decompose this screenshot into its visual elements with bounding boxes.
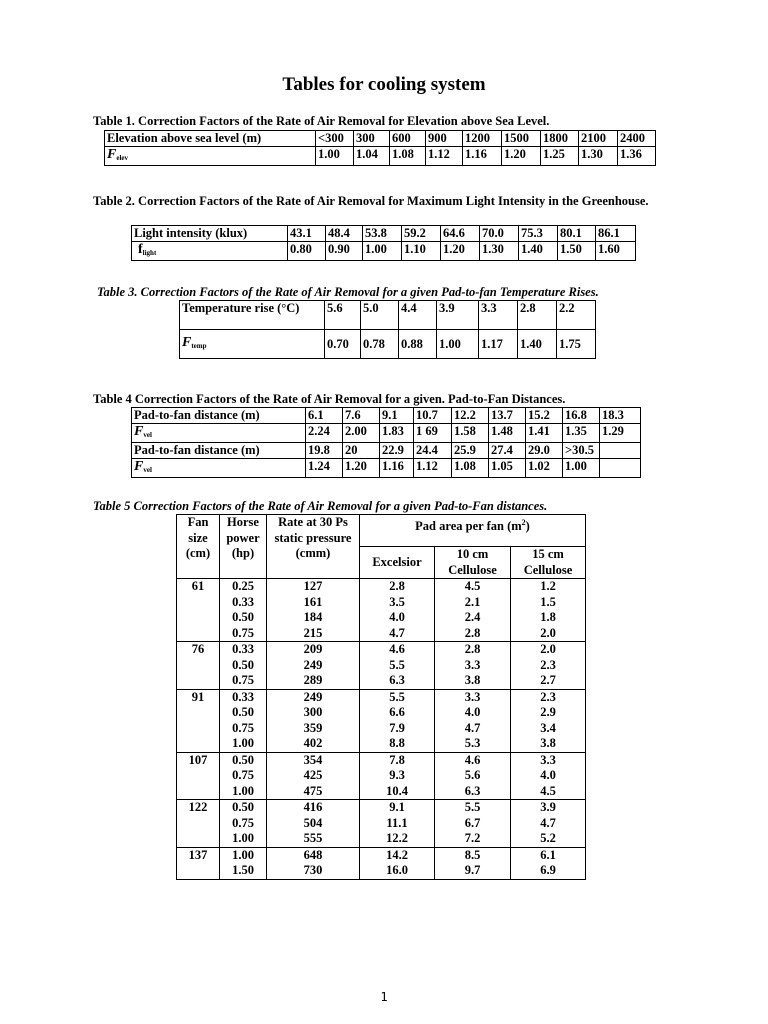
t4-cell [600, 459, 641, 478]
table5-cell: 300 [267, 705, 360, 721]
t4-cell: 1.83 [380, 424, 414, 443]
table-row [177, 847, 586, 863]
table5-cell: 11.1 [360, 816, 435, 832]
table5-cell: 1.5 [511, 595, 586, 611]
table3-caption: Table 3. Correction Factors of the Rate of Air Removal for a given Pad-to-fan Temperature Rises. [97, 285, 599, 299]
t2-cell: 43.1 [288, 226, 326, 242]
table5-cell: 161 [267, 595, 360, 611]
t4-cell: 18.3 [600, 408, 641, 424]
t1-cell: 1.00 [316, 147, 354, 166]
table-row [177, 658, 586, 674]
table-row [177, 642, 586, 658]
table5-cell: 555 [267, 831, 360, 847]
table5-cell: 91 [177, 689, 220, 705]
table5-cell: 6.3 [435, 784, 511, 800]
t2-cell: 75.3 [519, 226, 558, 242]
table5-cell [177, 610, 220, 626]
page-title: Tables for cooling system [282, 74, 486, 95]
t2-cell: 0.90 [326, 242, 363, 261]
t4-cell: 1.24 [306, 459, 343, 478]
table4-row2-label: $F_{vel}$ [132, 424, 306, 443]
table5-cell: 4.0 [360, 610, 435, 626]
table-row [177, 800, 586, 816]
t3-cell: 3.9 [437, 301, 479, 330]
table5-cell: 2.0 [511, 626, 586, 642]
table5-cell: 0.50 [220, 705, 267, 721]
table2-row-label: Light intensity (klux) [132, 226, 288, 242]
t4-cell: 1.02 [526, 459, 563, 478]
table5-header-pad-area: Pad area per fan $(m^2)$ [360, 515, 586, 547]
table5-cell: 2.1 [435, 595, 511, 611]
t3-cell: 1.75 [557, 330, 596, 359]
t2-cell: 70.0 [480, 226, 519, 242]
table5-cell: 6.9 [511, 863, 586, 879]
table5-cell [177, 831, 220, 847]
t4-cell: 20 [343, 443, 380, 459]
t1-cell: 1.20 [502, 147, 541, 166]
table5-cell: 1.00 [220, 784, 267, 800]
t1-cell: 1.30 [579, 147, 618, 166]
t4-cell: 2.24 [306, 424, 343, 443]
table1-row-elevation [105, 131, 656, 147]
table5-cell: 2.0 [511, 642, 586, 658]
table5-cell [177, 784, 220, 800]
table5-cell: 2.3 [511, 689, 586, 705]
t3-cell: 2.8 [518, 301, 557, 330]
t4-cell: 1.29 [600, 424, 641, 443]
t2-cell: 1.60 [596, 242, 636, 261]
table5-cell: 0.50 [220, 610, 267, 626]
table5-cell: 2.7 [511, 673, 586, 689]
t1-cell: 900 [426, 131, 463, 147]
table5-cell: 2.4 [435, 610, 511, 626]
t4-cell: 1.35 [563, 424, 600, 443]
table5-cell: 3.4 [511, 721, 586, 737]
table5-cell: 4.7 [511, 816, 586, 832]
table5-cell: 0.50 [220, 658, 267, 674]
table5-cell: 215 [267, 626, 360, 642]
table5-cell: 8.8 [360, 736, 435, 752]
table-row [177, 626, 586, 642]
table4-distance-factors [131, 407, 641, 478]
t2-cell: 80.1 [558, 226, 596, 242]
table5-cell: 1.8 [511, 610, 586, 626]
table5-cell: 0.50 [220, 800, 267, 816]
t2-cell: 0.80 [288, 242, 326, 261]
t4-cell: 1.58 [452, 424, 489, 443]
t3-cell: 3.3 [479, 301, 518, 330]
t4-cell: 7.6 [343, 408, 380, 424]
table5-cell: 2.8 [435, 642, 511, 658]
table5-cell [177, 863, 220, 879]
table5-cell: 0.75 [220, 721, 267, 737]
table5-cell: 1.00 [220, 736, 267, 752]
table5-cell: 416 [267, 800, 360, 816]
table5-cell: 7.9 [360, 721, 435, 737]
table-row [177, 610, 586, 626]
table5-cell: 9.1 [360, 800, 435, 816]
table1-elevation-factors [104, 130, 656, 166]
t4-cell: 24.4 [414, 443, 452, 459]
table5-cell: 4.5 [511, 784, 586, 800]
table5-header-15cm-cellulose: 15 cm Cellulose [511, 547, 586, 579]
t4-cell: 1.20 [343, 459, 380, 478]
t4-cell: 16.8 [563, 408, 600, 424]
table5-cell: 4.5 [435, 579, 511, 595]
t4-cell: 19.8 [306, 443, 343, 459]
table5-cell: 1.2 [511, 579, 586, 595]
table5-cell: 6.7 [435, 816, 511, 832]
t3-cell: 1.40 [518, 330, 557, 359]
t2-cell: 1.40 [519, 242, 558, 261]
table5-body [177, 579, 586, 880]
t4-cell: 27.4 [489, 443, 526, 459]
t3-cell: 1.17 [479, 330, 518, 359]
t4-cell: 12.2 [452, 408, 489, 424]
t3-cell: 0.70 [325, 330, 361, 359]
table5-cell: 9.7 [435, 863, 511, 879]
table5-cell: 0.75 [220, 816, 267, 832]
table5-cell: 3.8 [511, 736, 586, 752]
table5-cell: 504 [267, 816, 360, 832]
table5-header-row-1 [177, 515, 586, 547]
table5-cell [177, 673, 220, 689]
t3-cell: 2.2 [557, 301, 596, 330]
table5-header-10cm-cellulose: 10 cm Cellulose [435, 547, 511, 579]
table5-cell: 6.6 [360, 705, 435, 721]
t3-cell: 0.88 [399, 330, 437, 359]
table5-cell: 7.2 [435, 831, 511, 847]
t4-cell: 29.0 [526, 443, 563, 459]
table5-cell: 4.7 [360, 626, 435, 642]
table-row [177, 831, 586, 847]
t3-cell: 5.6 [325, 301, 361, 330]
t4-cell: 1.08 [452, 459, 489, 478]
table5-cell [177, 595, 220, 611]
table5-cell: 4.0 [511, 768, 586, 784]
table5-cell: 61 [177, 579, 220, 595]
table5-cell: 127 [267, 579, 360, 595]
table5-cell: 249 [267, 689, 360, 705]
table5-cell: 12.2 [360, 831, 435, 847]
table3-factor-label: $F_{temp}$ [180, 330, 325, 359]
table5-header-excelsior: Excelsior [360, 547, 435, 579]
table5-cell: 9.3 [360, 768, 435, 784]
t4-cell: 22.9 [380, 443, 414, 459]
t2-cell: 48.4 [326, 226, 363, 242]
table5-cell [177, 626, 220, 642]
t4-cell: 6.1 [306, 408, 343, 424]
t1-cell: 1.08 [390, 147, 426, 166]
table5-cell: 76 [177, 642, 220, 658]
table5-cell: 3.3 [435, 658, 511, 674]
table1-row-factor [105, 147, 656, 166]
table5-cell: 1.00 [220, 831, 267, 847]
table5-cell: 14.2 [360, 847, 435, 863]
table5-cell: 3.3 [435, 689, 511, 705]
table5-cell [177, 658, 220, 674]
table5-cell: 5.6 [435, 768, 511, 784]
table5-cell: 5.5 [435, 800, 511, 816]
t4-cell: 1 69 [414, 424, 452, 443]
t2-cell: 53.8 [363, 226, 402, 242]
table5-cell: 3.8 [435, 673, 511, 689]
t4-cell: 1.00 [563, 459, 600, 478]
table5-cell: 16.0 [360, 863, 435, 879]
table5-cell: 1.00 [220, 847, 267, 863]
table5-cell: 359 [267, 721, 360, 737]
t4-cell: 2.00 [343, 424, 380, 443]
t1-cell: 2400 [618, 131, 656, 147]
table5-cell: 5.5 [360, 689, 435, 705]
table4-row1-label: Pad-to-fan distance (m) [132, 408, 306, 424]
t2-cell: 1.10 [402, 242, 441, 261]
table5-cell: 4.6 [360, 642, 435, 658]
table-row [177, 689, 586, 705]
table5-cell: 4.0 [435, 705, 511, 721]
t4-cell [600, 443, 641, 459]
table5-cell: 3.9 [511, 800, 586, 816]
table5-cell: 122 [177, 800, 220, 816]
table3-row-temperature [180, 301, 596, 330]
table2-light-factors [131, 225, 636, 261]
table-row [177, 752, 586, 768]
table5-header-fan-size: Fan size (cm) [177, 515, 220, 579]
page-number: 1 [380, 990, 388, 1004]
table5-cell: 3.3 [511, 752, 586, 768]
table5-cell: 107 [177, 752, 220, 768]
table5-caption: Table 5 Correction Factors of the Rate of Air Removal for a given Pad-to-Fan distances. [93, 499, 548, 513]
table5-cell: 5.3 [435, 736, 511, 752]
t4-cell: 15.2 [526, 408, 563, 424]
t3-cell: 5.0 [361, 301, 399, 330]
t4-cell: 1.05 [489, 459, 526, 478]
t1-cell: 2100 [579, 131, 618, 147]
table5-cell: 0.75 [220, 626, 267, 642]
table5-cell [177, 736, 220, 752]
table5-cell: 2.9 [511, 705, 586, 721]
table5-cell: 0.33 [220, 642, 267, 658]
t1-cell: 1.36 [618, 147, 656, 166]
table5-cell: 0.25 [220, 579, 267, 595]
t3-cell: 0.78 [361, 330, 399, 359]
table-row [177, 579, 586, 595]
t4-cell: 25.9 [452, 443, 489, 459]
t3-cell: 4.4 [399, 301, 437, 330]
t1-cell: 1200 [463, 131, 502, 147]
table1-caption: Table 1. Correction Factors of the Rate of Air Removal for Elevation above Sea Level. [93, 114, 550, 128]
table5-cell: 5.5 [360, 658, 435, 674]
table5-cell: 289 [267, 673, 360, 689]
t4-cell: 10.7 [414, 408, 452, 424]
table-row [177, 721, 586, 737]
table4-row-distance-2 [132, 443, 641, 459]
t3-cell: 1.00 [437, 330, 479, 359]
t2-cell: 1.00 [363, 242, 402, 261]
t1-cell: 1.25 [541, 147, 579, 166]
table5-cell: 5.2 [511, 831, 586, 847]
table5-cell: 0.75 [220, 673, 267, 689]
table5-cell: 354 [267, 752, 360, 768]
t1-cell: <300 [316, 131, 354, 147]
t4-cell: 13.7 [489, 408, 526, 424]
table4-row-factor-1 [132, 424, 641, 443]
t4-cell: >30.5 [563, 443, 600, 459]
t4-cell: 9.1 [380, 408, 414, 424]
t2-cell: 1.20 [441, 242, 480, 261]
table3-temperature-factors [179, 300, 596, 359]
table5-cell: 425 [267, 768, 360, 784]
table5-cell: 8.5 [435, 847, 511, 863]
table4-row-factor-2 [132, 459, 641, 478]
t2-cell: 86.1 [596, 226, 636, 242]
table5-cell: 0.75 [220, 768, 267, 784]
table-row [177, 595, 586, 611]
table1-row-label: Elevation above sea level (m) [105, 131, 316, 147]
table5-cell: 6.1 [511, 847, 586, 863]
t2-cell: 1.30 [480, 242, 519, 261]
table5-cell: 184 [267, 610, 360, 626]
table3-row-label: Temperature rise (°C) [180, 301, 325, 330]
table2-row-factor [132, 242, 636, 261]
t1-cell: 1.12 [426, 147, 463, 166]
t1-cell: 600 [390, 131, 426, 147]
table5-cell: 0.33 [220, 595, 267, 611]
table5-cell: 4.6 [435, 752, 511, 768]
table5-cell: 0.33 [220, 689, 267, 705]
table5-cell: 402 [267, 736, 360, 752]
table5-cell: 2.3 [511, 658, 586, 674]
table3-row-factor [180, 330, 596, 359]
table1-factor-label: $F_{elev}$ [105, 147, 316, 166]
t4-cell: 1.12 [414, 459, 452, 478]
table5-cell [177, 705, 220, 721]
t2-cell: 1.50 [558, 242, 596, 261]
table5-cell: 4.7 [435, 721, 511, 737]
table-row [177, 784, 586, 800]
table2-row-light [132, 226, 636, 242]
table-row [177, 768, 586, 784]
t4-cell: 1.16 [380, 459, 414, 478]
t2-cell: 64.6 [441, 226, 480, 242]
table5-cell: 0.50 [220, 752, 267, 768]
table5-cell: 1.50 [220, 863, 267, 879]
t4-cell: 1.48 [489, 424, 526, 443]
t1-cell: 1500 [502, 131, 541, 147]
table5-cell [177, 768, 220, 784]
t2-cell: 59.2 [402, 226, 441, 242]
t1-cell: 1.16 [463, 147, 502, 166]
table-row [177, 863, 586, 879]
table2-caption: Table 2. Correction Factors of the Rate of Air Removal for Maximum Light Intensity in the Greenhouse. [93, 194, 649, 208]
table4-row3-label: Pad-to-fan distance (m) [132, 443, 306, 459]
table5-cell: 6.3 [360, 673, 435, 689]
table5-cell: 730 [267, 863, 360, 879]
table5-cell: 7.8 [360, 752, 435, 768]
table-row [177, 705, 586, 721]
table5-cell: 249 [267, 658, 360, 674]
table5-header-rate: Rate at 30 Ps static pressure (cmm) [267, 515, 360, 579]
table5-cell: 2.8 [360, 579, 435, 595]
t1-cell: 1.04 [354, 147, 390, 166]
table5-cell: 648 [267, 847, 360, 863]
table5-cell: 209 [267, 642, 360, 658]
table-row [177, 673, 586, 689]
table5-cell [177, 721, 220, 737]
table5-header-horse-power: Horse power (hp) [220, 515, 267, 579]
t1-cell: 1800 [541, 131, 579, 147]
table5-cell: 137 [177, 847, 220, 863]
table5-cell: 3.5 [360, 595, 435, 611]
table5-cell: 2.8 [435, 626, 511, 642]
t4-cell: 1.41 [526, 424, 563, 443]
table2-factor-label: $f_{light}$ [132, 242, 288, 261]
table5-cell: 475 [267, 784, 360, 800]
table5-cell: 10.4 [360, 784, 435, 800]
table4-row4-label: $F_{vel}$ [132, 459, 306, 478]
table4-row-distance-1 [132, 408, 641, 424]
table-row [177, 736, 586, 752]
t1-cell: 300 [354, 131, 390, 147]
table4-caption: Table 4 Correction Factors of the Rate of Air Removal for a given. Pad-to-Fan Distances. [93, 392, 566, 406]
table5-fan-pad-areas [176, 514, 586, 880]
table5-cell [177, 816, 220, 832]
table-row [177, 816, 586, 832]
